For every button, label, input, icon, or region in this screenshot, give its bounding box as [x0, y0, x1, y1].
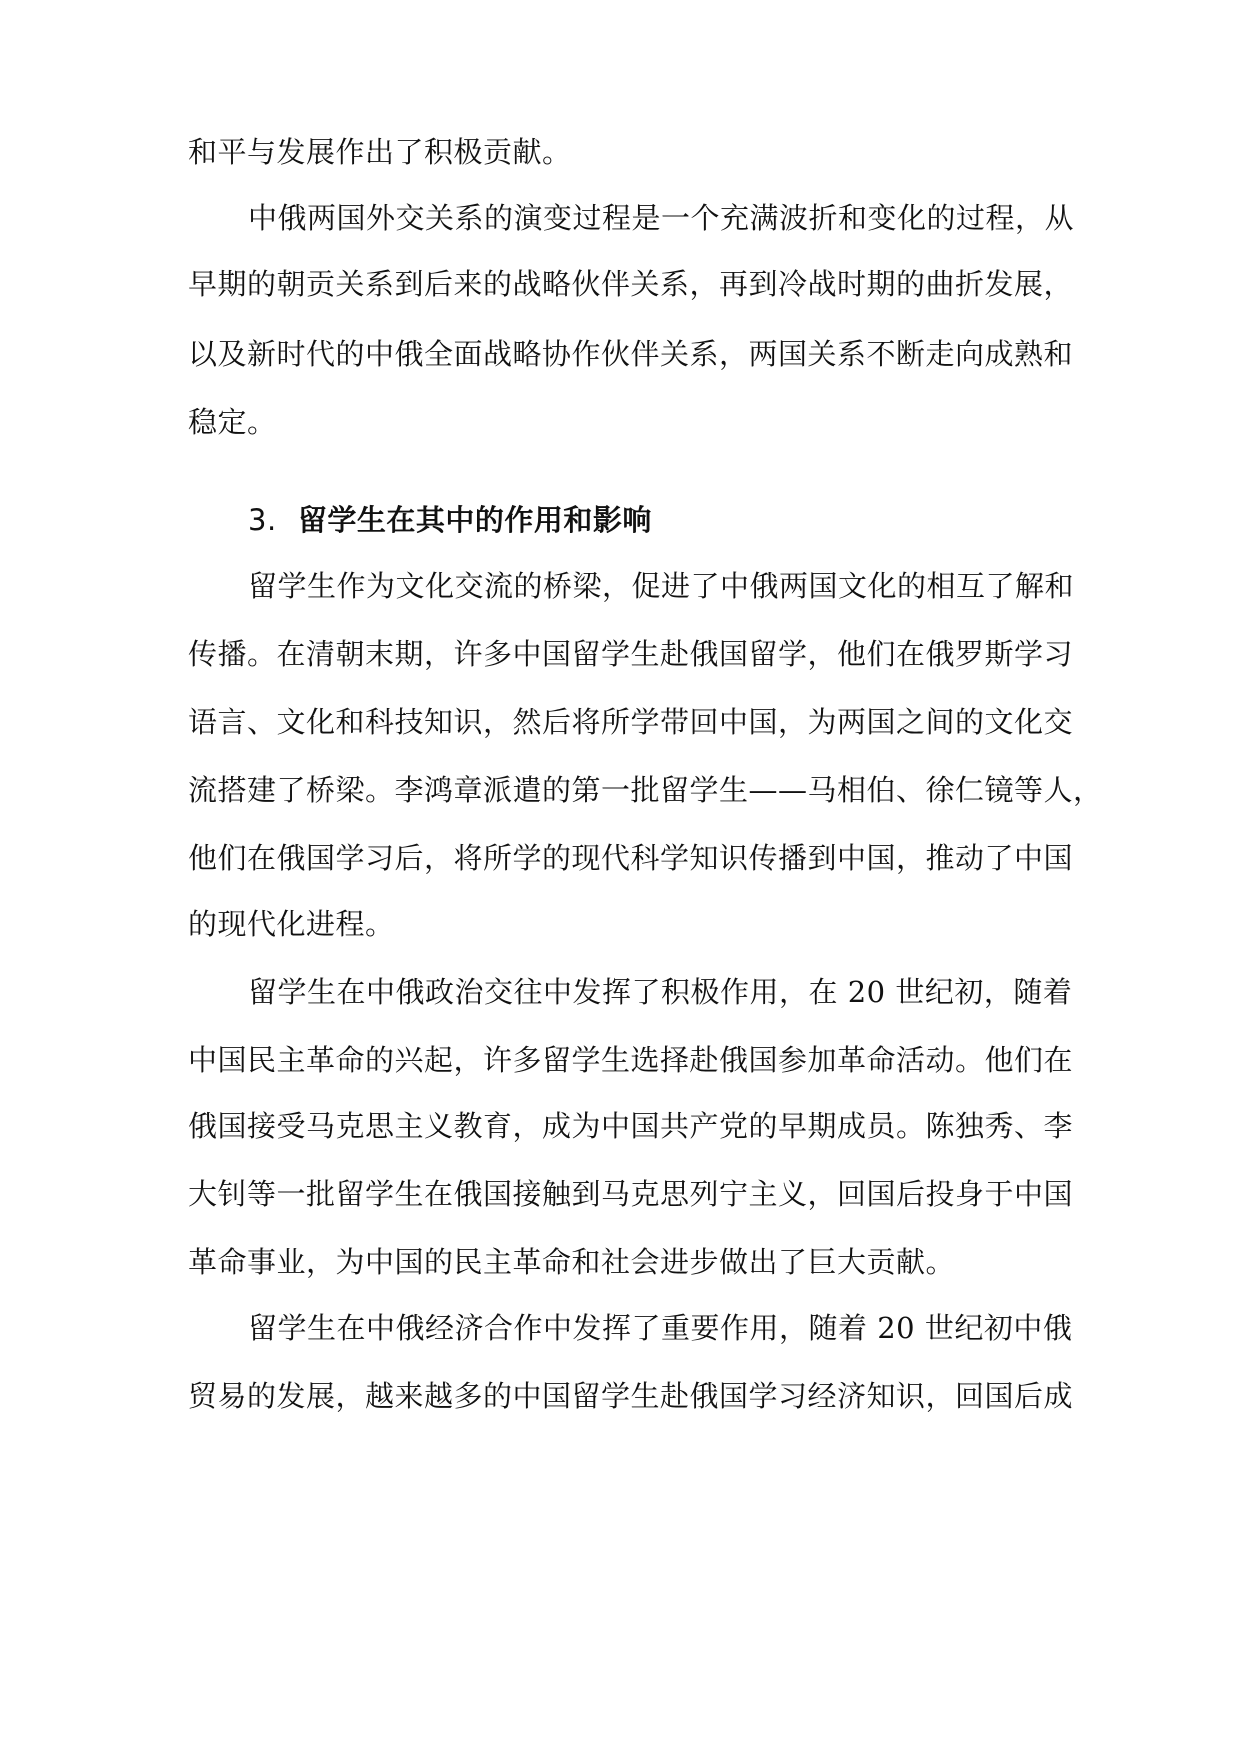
paragraph-line: 留学生在中俄经济合作中发挥了重要作用，随着 20 世纪初中俄: [248, 1311, 1073, 1345]
paragraph-line: 中俄两国外交关系的演变过程是一个充满波折和变化的过程，从: [248, 201, 1075, 235]
paragraph-line: 革命事业，为中国的民主革命和社会进步做出了巨大贡献。: [188, 1245, 956, 1279]
paragraph-line: 早期的朝贡关系到后来的战略伙伴关系，再到冷战时期的曲折发展，: [188, 267, 1074, 301]
paragraph-line: 和平与发展作出了积极贡献。: [188, 135, 572, 169]
paragraph-line: 中国民主革命的兴起，许多留学生选择赴俄国参加革命活动。他们在: [188, 1043, 1074, 1077]
paragraph-line: 的现代化进程。: [188, 907, 395, 941]
paragraph-line: 传播。在清朝末期，许多中国留学生赴俄国留学，他们在俄罗斯学习: [188, 637, 1074, 671]
paragraph-line: 以及新时代的中俄全面战略协作伙伴关系，两国关系不断走向成熟和: [188, 337, 1074, 371]
paragraph-line: 稳定。: [188, 405, 277, 439]
paragraph-line: 留学生在中俄政治交往中发挥了积极作用，在 20 世纪初，随着: [248, 975, 1073, 1009]
paragraph-line: 俄国接受马克思主义教育，成为中国共产党的早期成员。陈独秀、李: [188, 1109, 1074, 1143]
section-heading: [248, 502, 652, 538]
section-heading-title: 留学生在其中的作用和影响: [297, 503, 652, 537]
paragraph-line: 贸易的发展，越来越多的中国留学生赴俄国学习经济知识，回国后成: [188, 1379, 1074, 1413]
paragraph-line: 留学生作为文化交流的桥梁，促进了中俄两国文化的相互了解和: [248, 569, 1075, 603]
paragraph-line: 流搭建了桥梁。李鸿章派遣的第一批留学生——马相伯、徐仁镜等人，: [188, 773, 1103, 807]
paragraph-line: 语言、文化和科技知识，然后将所学带回中国，为两国之间的文化交: [188, 705, 1074, 739]
section-heading-number: 3.: [248, 503, 277, 537]
paragraph-line: 他们在俄国学习后，将所学的现代科学知识传播到中国，推动了中国: [188, 841, 1074, 875]
paragraph-line: 大钊等一批留学生在俄国接触到马克思列宁主义，回国后投身于中国: [188, 1177, 1074, 1211]
